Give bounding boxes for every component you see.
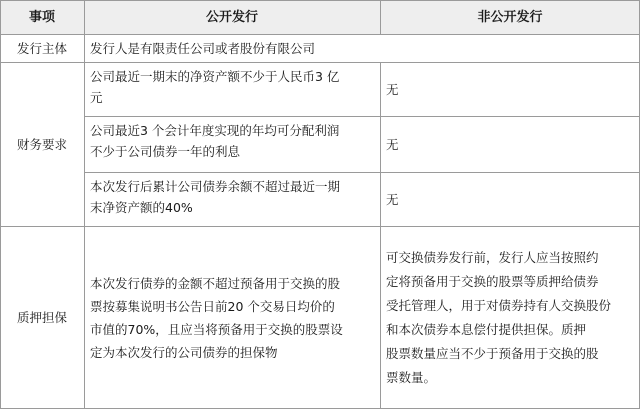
finance-req-3-line-2: 末净资产额的40%	[90, 200, 193, 215]
finance-req-1-private: 无	[386, 81, 399, 97]
pledge-private-line-6: 票数量。	[386, 369, 437, 385]
grid-line-h-issuer	[0, 62, 640, 63]
header-public: 公开发行	[84, 0, 380, 34]
finance-req-1-line-2: 元	[90, 90, 103, 105]
pledge-public-line-1: 本次发行债券的金额不超过预备用于交换的股	[90, 275, 341, 291]
pledge-private	[380, 226, 640, 409]
grid-line-h-fin1	[84, 116, 640, 117]
finance-req-3-public	[84, 176, 380, 222]
pledge-public	[84, 226, 380, 409]
finance-req-2-private: 无	[386, 136, 399, 152]
row-issuer-label: 发行主体	[16, 40, 67, 56]
finance-req-2-line-1: 公司最近3 个会计年度实现的年均可分配利润	[90, 123, 340, 138]
grid-line-h-header	[0, 34, 640, 35]
header-item: 事项	[0, 0, 84, 34]
row-issuer-public: 发行人是有限责任公司或者股份有限公司	[90, 40, 316, 56]
pledge-private-line-3: 受托管理人，用于对债券持有人交换股份	[386, 297, 612, 313]
grid-line-h-top	[0, 0, 640, 1]
pledge-private-line-5: 股票数量应当不少于预备用于交换的股	[386, 345, 599, 361]
row-finance-label: 财务要求	[16, 136, 67, 152]
grid-line-v-item	[84, 0, 85, 409]
finance-req-1-public	[84, 66, 380, 112]
grid-line-v-header-mid	[380, 0, 381, 34]
row-pledge-label: 质押担保	[16, 310, 67, 325]
grid-line-h-fin2	[84, 172, 640, 173]
grid-line-v-mid	[380, 62, 381, 409]
pledge-private-line-1: 可交换债券发行前，发行人应当按照约	[386, 249, 599, 265]
finance-req-3-line-1: 本次发行后累计公司债券余额不超过最近一期	[90, 179, 341, 194]
pledge-public-line-4: 定为本次发行的公司债券的担保物	[90, 344, 278, 360]
finance-req-3-private: 无	[386, 191, 399, 207]
grid-line-v-left	[0, 0, 1, 409]
pledge-private-line-4: 和本次债券本息偿付提供担保。质押	[386, 321, 587, 337]
finance-req-2-line-2: 不少于公司债券一年的利息	[90, 144, 241, 159]
finance-req-1-line-1: 公司最近一期末的净资产额不少于人民币3 亿	[90, 69, 340, 84]
pledge-public-line-3: 市值的70%，且应当将预备用于交换的股票设	[90, 321, 343, 337]
pledge-private-line-2: 定将预备用于交换的股票等质押给债券	[386, 273, 599, 289]
header-private: 非公开发行	[380, 0, 640, 34]
finance-req-2-public	[84, 120, 380, 166]
grid-line-h-finance	[0, 226, 640, 227]
pledge-public-line-2: 票按募集说明书公告日前20 个交易日均价的	[90, 298, 335, 314]
